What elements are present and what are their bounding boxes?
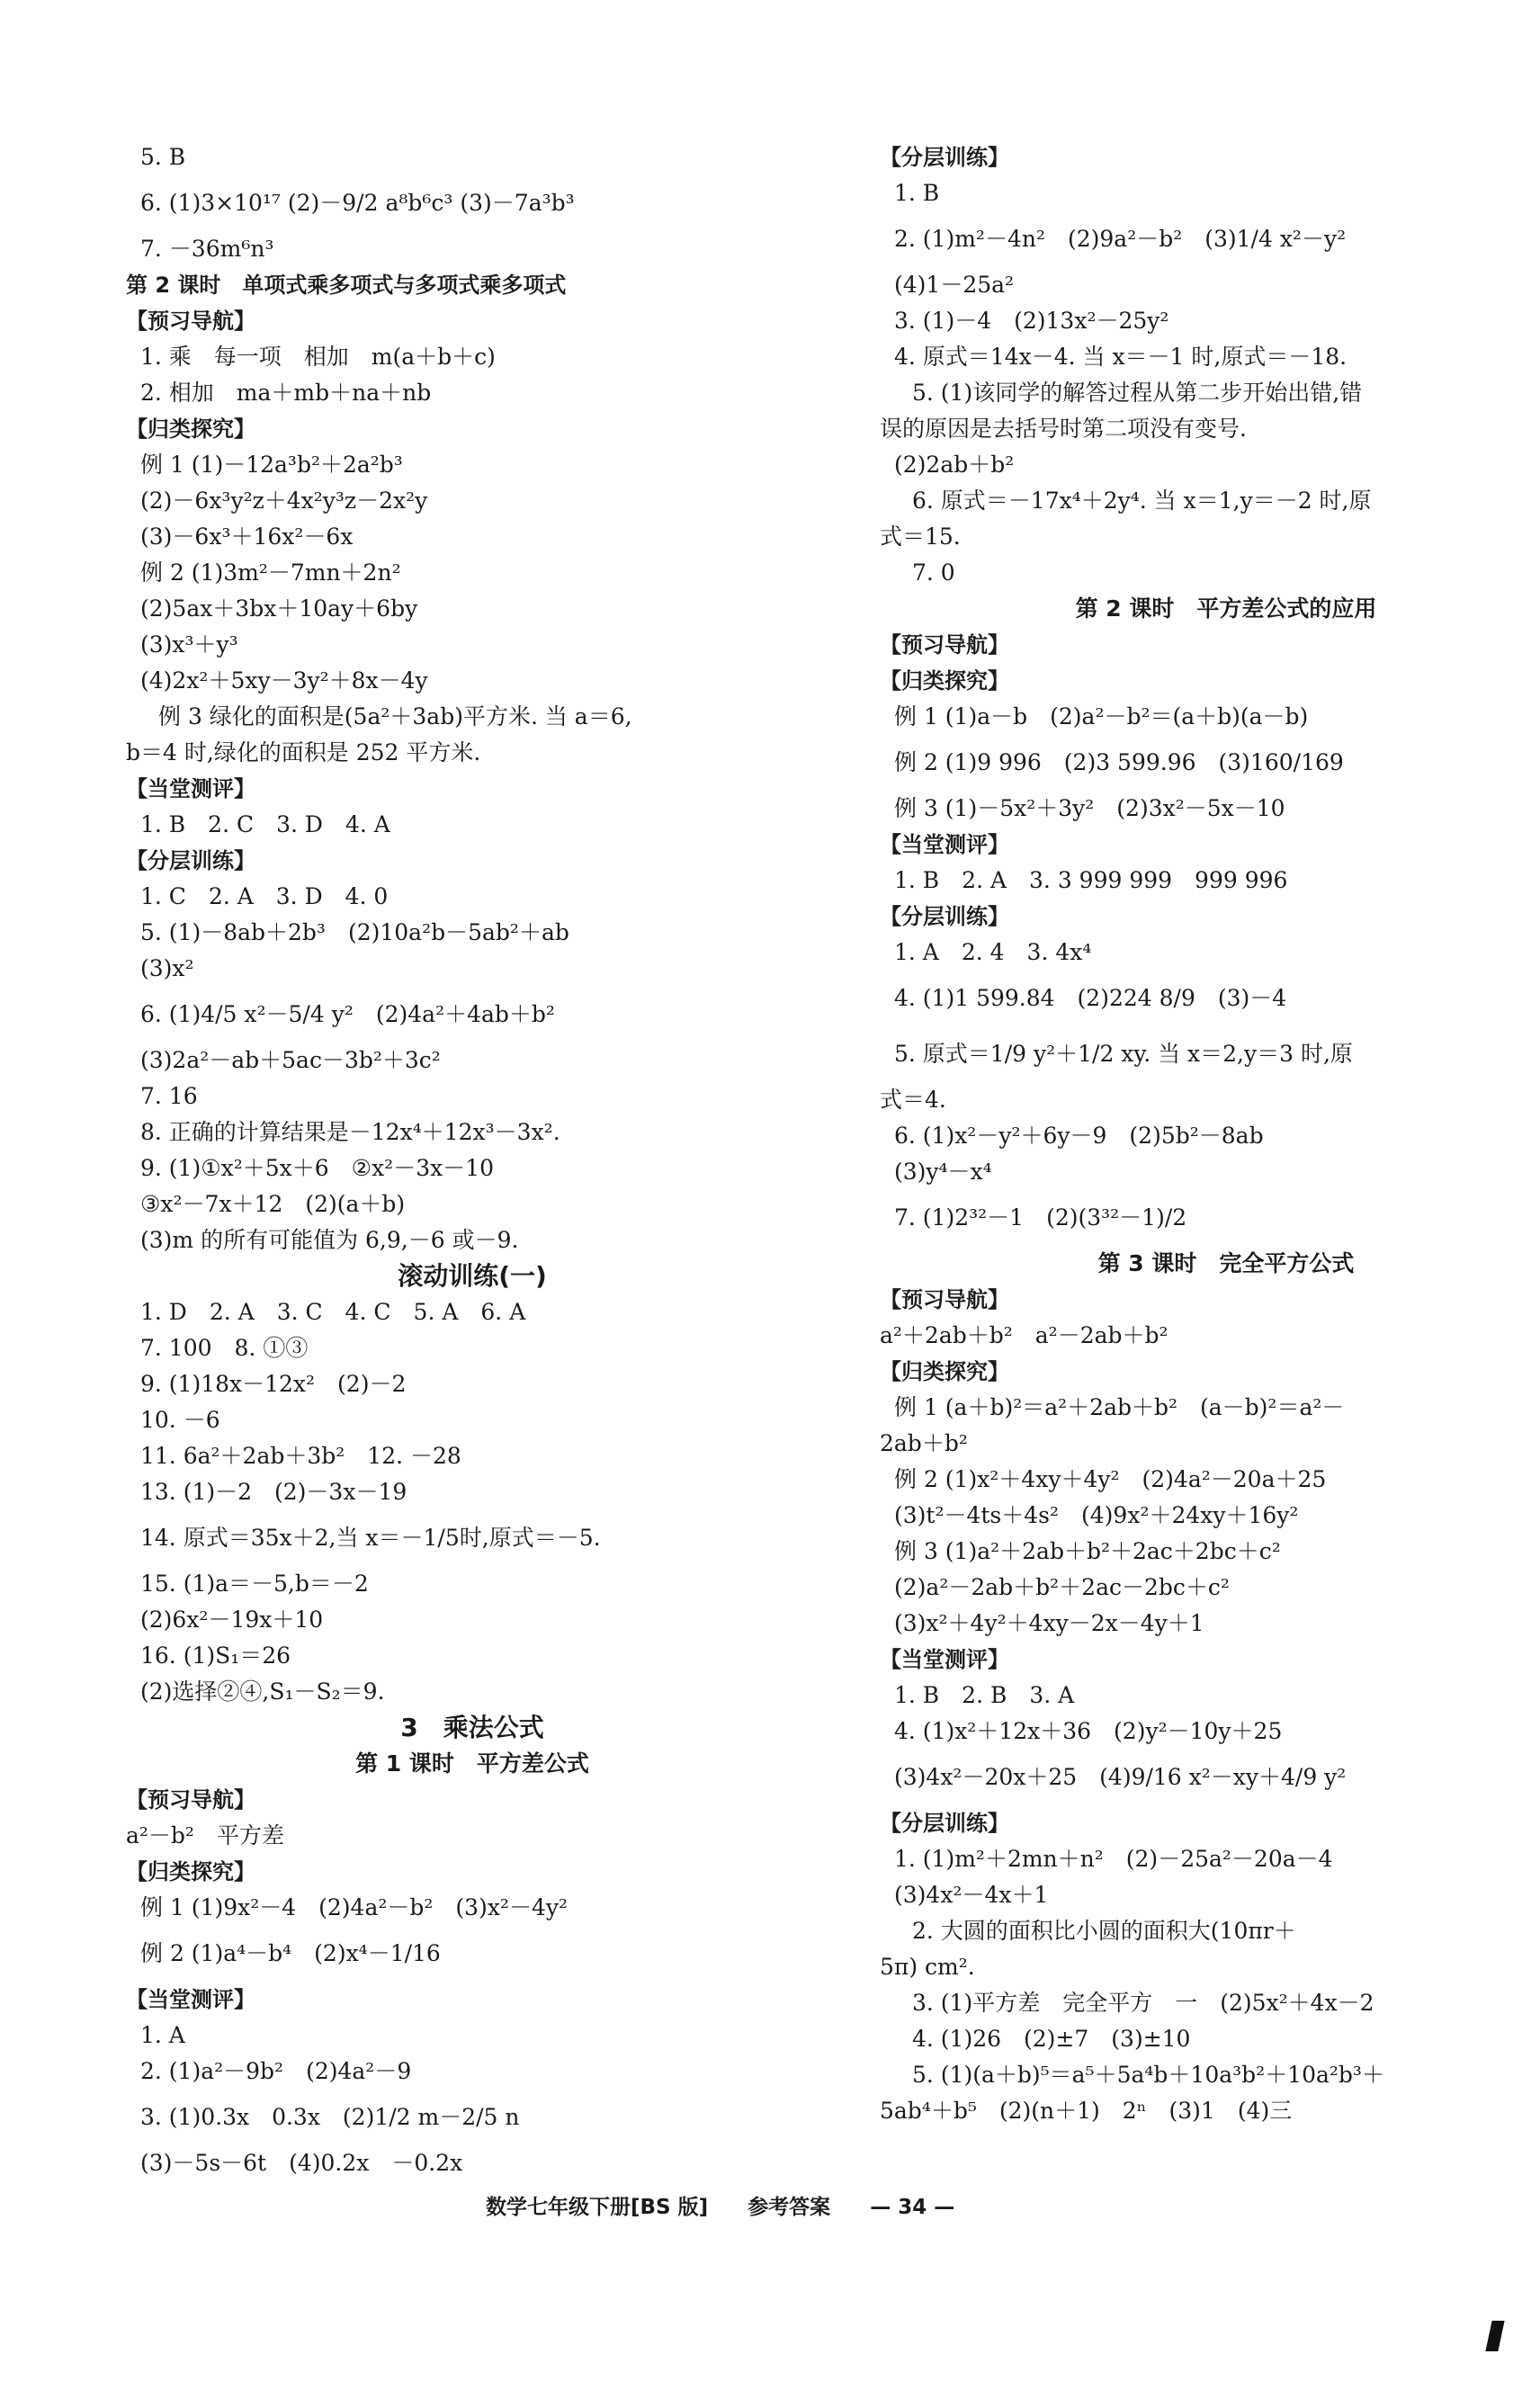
answer-line: 例 3 (1)a²＋2ab＋b²＋2ac＋2bc＋c² [894,1538,1281,1564]
answer-line: (3)2a²－ab＋5ac－3b²＋3c² [140,1047,441,1073]
section-heading: 【分层训练】 [880,1811,1009,1836]
section-heading: 【预习导航】 [126,1787,255,1813]
answer-line: 8. 正确的计算结果是－12x⁴＋12x³－3x². [140,1119,560,1145]
answer-line: 5. (1)－8ab＋2b³ (2)10a²b－5ab²＋ab [140,919,569,945]
answer-line: (2)6x²－19x＋10 [140,1607,324,1633]
answer-line: 11. 6a²＋2ab＋3b² 12. －28 [140,1443,461,1469]
page-footer [486,2190,1115,2220]
answer-line: (2)选择②④,S₁－S₂＝9. [140,1678,385,1705]
answer-line: 3. (1)0.3x 0.3x (2)1/2 m－2/5 n [140,2104,520,2130]
answer-line: 7. 100 8. ①③ [140,1335,309,1361]
answer-line: 5ab⁴＋b⁵ (2)(n＋1) 2ⁿ (3)1 (4)三 [880,2098,1293,2124]
answer-line: 2ab＋b² [880,1430,968,1456]
section-heading: 【当堂测评】 [126,1987,255,2012]
answer-line: 6. (1)x²－y²＋6y－9 (2)5b²－8ab [894,1123,1264,1149]
section-heading: 【归类探究】 [880,668,1009,694]
answer-line: (2)－6x³y²z＋4x²y³z－2x²y [140,488,428,514]
lesson-title: 3 乘法公式 [400,1713,544,1742]
answer-line: 例 2 (1)9 996 (2)3 599.96 (3)160/169 [894,749,1344,775]
answer-line: 例 1 (a＋b)²＝a²＋2ab＋b² (a－b)²＝a²－ [894,1394,1345,1420]
answer-line: (3)4x²－4x＋1 [894,1882,1049,1908]
answer-line: (3)x³＋y³ [140,631,238,658]
answer-line: (3)－5s－6t (4)0.2x －0.2x [140,2150,463,2176]
answer-line: 1. B 2. C 3. D 4. A [140,811,390,837]
answer-line: 3. (1)－4 (2)13x²－25y² [894,308,1169,334]
answer-line: 例 2 (1)3m²－7mn＋2n² [140,559,401,586]
answer-line: 1. D 2. A 3. C 4. C 5. A 6. A [140,1299,526,1325]
right-answer-column [880,139,1540,2129]
answer-line: b＝4 时,绿化的面积是 252 平方米. [126,739,481,765]
answer-line: 4. 原式＝14x－4. 当 x＝－1 时,原式＝－18. [894,344,1348,370]
answer-line: 16. (1)S₁＝26 [140,1643,291,1669]
section-heading: 【当堂测评】 [126,776,255,801]
answer-line: 7. 0 [912,559,955,586]
answer-line: (3)t²－4ts＋4s² (4)9x²＋24xy＋16y² [894,1502,1299,1528]
section-heading: 【预习导航】 [880,1287,1009,1312]
answer-line: 式＝15. [880,524,961,550]
answer-line: 7. －36m⁶n³ [140,236,274,262]
answer-line: 例 1 (1)－12a³b²＋2a²b³ [140,452,403,478]
answer-line: 1. 乘 每一项 相加 m(a＋b＋c) [140,344,496,370]
answer-line: a²＋2ab＋b² a²－2ab＋b² [880,1322,1168,1348]
answer-line: 2. 相加 ma＋mb＋na＋nb [140,380,432,406]
answer-line: 2. (1)a²－9b² (2)4a²－9 [140,2058,412,2084]
answer-line: 例 3 (1)－5x²＋3y² (2)3x²－5x－10 [894,795,1285,821]
answer-line: 7. (1)2³²－1 (2)(3³²－1)/2 [894,1204,1187,1231]
answer-line: 例 1 (1)a－b (2)a²－b²＝(a＋b)(a－b) [894,703,1309,730]
answer-line: 3. (1)平方差 完全平方 一 (2)5x²＋4x－2 [912,1990,1374,2016]
answer-line: 6. 原式＝－17x⁴＋2y⁴. 当 x＝1,y＝－2 时,原 [912,488,1372,514]
answer-line: (3)－6x³＋16x²－6x [140,524,354,550]
answer-line: 1. (1)m²＋2mn＋n² (2)－25a²－20a－4 [894,1846,1333,1872]
answer-line: 1. A 2. 4 3. 4x⁴ [894,939,1092,965]
answer-line: 9. (1)①x²＋5x＋6 ②x²－3x－10 [140,1155,495,1181]
answer-line: 5. B [140,144,186,170]
answer-line: 2. 大圆的面积比小圆的面积大(10πr＋ [912,1918,1296,1944]
answer-line: a²－b² 平方差 [126,1822,284,1848]
answer-line: 6. (1)3×10¹⁷ (2)－9/2 a⁸b⁶c³ (3)－7a³b³ [140,190,575,216]
corner-mark [1485,2321,1504,2351]
section-heading: 【当堂测评】 [880,1647,1009,1672]
answer-line: 式＝4. [880,1087,946,1113]
answer-line: 6. (1)4/5 x²－5/4 y² (2)4a²＋4ab＋b² [140,1001,555,1027]
answer-line: 例 1 (1)9x²－4 (2)4a²－b² (3)x²－4y² [140,1894,569,1920]
answer-line: 1. A [140,2022,185,2048]
answer-line: (3)x² [140,955,194,981]
answer-line: 13. (1)－2 (2)－3x－19 [140,1479,407,1505]
lesson-title: 滚动训练(一) [398,1261,547,1291]
answer-line: 5. (1)(a＋b)⁵＝a⁵＋5a⁴b＋10a³b²＋10a²b³＋ [912,2062,1384,2088]
section-heading: 【分层训练】 [880,904,1009,929]
answer-line: 1. B [894,180,940,206]
lesson-title: 第 1 课时 平方差公式 [355,1750,589,1777]
section-heading: 【预习导航】 [126,309,255,334]
answer-line: 4. (1)26 (2)±7 (3)±10 [912,2026,1191,2052]
section-heading: 【分层训练】 [880,145,1009,170]
left-answer-column [126,139,819,2181]
answer-line: ③x²－7x＋12 (2)(a＋b) [140,1191,406,1217]
answer-line: (2)a²－2ab＋b²＋2ac－2bc＋c² [894,1574,1230,1600]
section-heading: 【预习导航】 [880,632,1009,658]
answer-line: 1. B 2. B 3. A [894,1682,1075,1708]
answer-line: 5. 原式＝1/9 y²＋1/2 xy. 当 x＝2,y＝3 时,原 [894,1041,1353,1067]
answer-line: 1. C 2. A 3. D 4. 0 [140,883,389,909]
answer-line: 5. (1)该同学的解答过程从第二步开始出错,错 [912,380,1363,406]
answer-line: 10. －6 [140,1407,220,1433]
footer-book-title: 数学七年级下册[BS 版] [486,2196,709,2219]
answer-line: 例 3 绿化的面积是(5a²＋3ab)平方米. 当 a＝6, [158,703,632,730]
answer-line: 2. (1)m²－4n² (2)9a²－b² (3)1/4 x²－y² [894,226,1347,252]
answer-line: (3)x²＋4y²＋4xy－2x－4y＋1 [894,1610,1204,1636]
footer-page-number: — 34 — [870,2196,955,2219]
section-heading: 【归类探究】 [126,416,255,442]
answer-line: 4. (1)1 599.84 (2)224 8/9 (3)－4 [894,985,1287,1011]
answer-line: 1. B 2. A 3. 3 999 999 999 996 [894,867,1288,893]
lesson-title: 第 3 课时 完全平方公式 [1097,1250,1355,1276]
answer-line: (3)4x²－20x＋25 (4)9/16 x²－xy＋4/9 y² [894,1764,1347,1790]
section-heading: 第 2 课时 单项式乘多项式与多项式乘多项式 [126,273,567,298]
answer-line: (4)1－25a² [894,272,1015,298]
section-heading: 【归类探究】 [880,1359,1009,1384]
answer-line: 9. (1)18x－12x² (2)－2 [140,1371,407,1397]
answer-line: (2)5ax＋3bx＋10ay＋6by [140,595,418,622]
answer-line: 14. 原式＝35x＋2,当 x＝－1/5时,原式＝－5. [140,1525,601,1551]
answer-line: 15. (1)a＝－5,b＝－2 [140,1571,369,1597]
answer-line: 7. 16 [140,1083,198,1109]
section-heading: 【归类探究】 [126,1859,255,1884]
answer-line: (3)y⁴－x⁴ [894,1159,992,1185]
lesson-title: 第 2 课时 平方差公式的应用 [1075,595,1377,622]
answer-line: (3)m 的所有可能值为 6,9,－6 或－9. [140,1227,519,1253]
answer-line: 例 2 (1)x²＋4xy＋4y² (2)4a²－20a＋25 [894,1466,1327,1492]
answer-line: 5π) cm². [880,1954,975,1980]
section-heading: 【分层训练】 [126,848,255,873]
answer-line: 例 2 (1)a⁴－b⁴ (2)x⁴－1/16 [140,1940,441,1966]
section-heading: 【当堂测评】 [880,832,1009,857]
answer-line: 4. (1)x²＋12x＋36 (2)y²－10y＋25 [894,1718,1283,1744]
answer-line: (2)2ab＋b² [894,452,1015,478]
answer-line: 误的原因是去括号时第二项没有变号. [880,416,1247,442]
footer-section-label: 参考答案 [748,2196,831,2219]
answer-line: (4)2x²＋5xy－3y²＋8x－4y [140,667,428,694]
